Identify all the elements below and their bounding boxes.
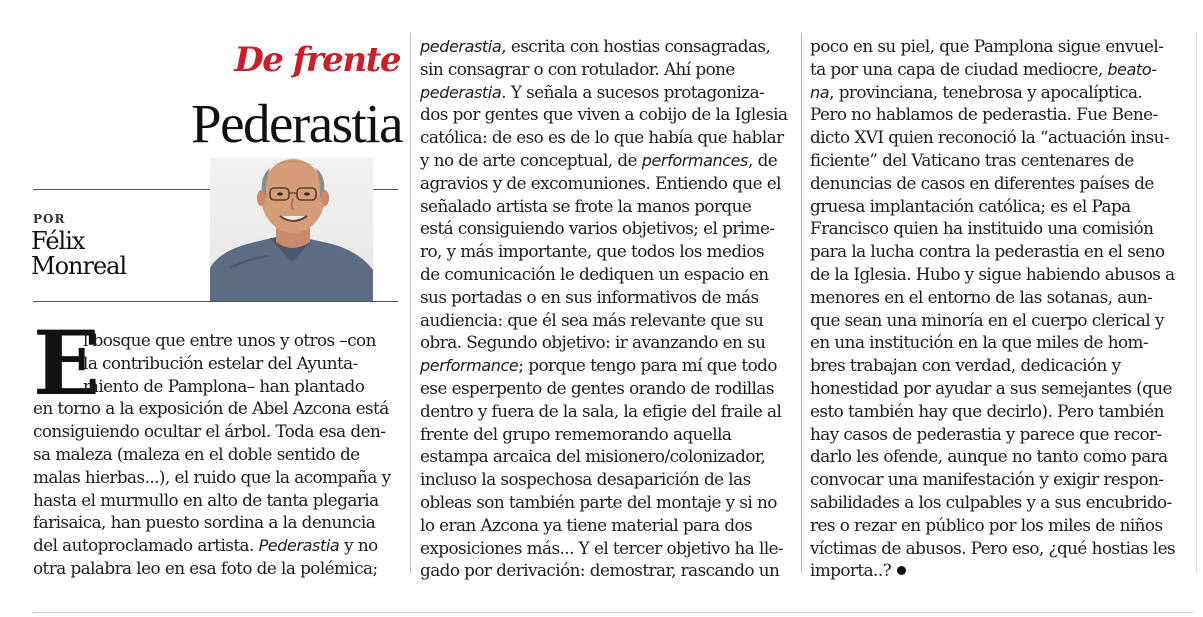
text-line: de comunicación le dediquen un espacio en	[420, 263, 769, 284]
text-line	[33, 534, 401, 557]
text-run: del autoproclamado artista.	[33, 535, 254, 556]
text-run-italic: performance	[420, 356, 519, 376]
headline: Pederastia	[190, 93, 402, 154]
text-line: ficiente” del Vaticano tras centenares de	[810, 149, 1134, 170]
text-line: la contribución estelar del Ayunta-	[83, 352, 358, 373]
text-line: Francisco quien ha instituido una comisión	[810, 218, 1154, 239]
text-run-italic: beato-	[1107, 59, 1157, 79]
text-run: y no de arte conceptual, de	[420, 149, 637, 170]
section-tag: De frente	[234, 40, 400, 80]
text-line: señalado artista se frote la manos porque	[420, 195, 752, 216]
text-line: sus portadas o en sus informativos de más	[420, 286, 759, 307]
text-line: de la Iglesia. Hubo y sigue habiendo abusos a	[810, 263, 1175, 284]
column-divider	[801, 33, 802, 573]
text-run: y no	[344, 535, 378, 556]
text-line: Pero no hablamos de pederastia. Fue Bene-	[810, 104, 1158, 125]
text-line: dos por gentes que viven a cobijo de la Iglesia	[420, 104, 788, 125]
author-photo-illustration	[210, 158, 373, 301]
text-line: res o rezar en público por los miles de niños	[810, 514, 1163, 535]
text-line	[420, 35, 790, 58]
text-line: sa maleza (maleza en el doble sentido de	[33, 443, 360, 464]
text-line	[420, 81, 790, 104]
text-run: , provinciana, tenebrosa y apocalíptica.	[829, 81, 1143, 102]
end-of-article-dot-icon	[897, 566, 906, 575]
text-run-italic: pederastia	[420, 37, 502, 56]
text-run: importa..?	[810, 560, 892, 581]
text-line: víctimas de abusos. Pero eso, ¿qué hostias les	[810, 537, 1176, 558]
text-line: lo eran Azcona ya tiene material para dos	[420, 514, 753, 535]
text-line: está consiguiendo varios objetivos; el prime-	[420, 218, 775, 239]
text-line: esto también hay que decirlo). Pero también	[810, 400, 1164, 421]
text-line: darlo les ofende, aunque no tanto como para	[810, 446, 1168, 467]
text-line: farisaica, han puesto sordina a la denuncia	[33, 512, 376, 533]
article-column-1	[33, 311, 401, 580]
text-run: ; porque tengo para mí que todo	[518, 355, 777, 376]
text-line: exposiciones más... Y el tercer objetivo ha lle-	[420, 537, 784, 558]
text-line: honestidad por ayudar a sus semejantes (que	[810, 377, 1172, 398]
drop-cap: E	[33, 311, 101, 415]
text-line: católica: de eso es de lo que había que hablar	[420, 127, 784, 148]
text-run-italic: na	[810, 82, 830, 102]
text-line: sabilidades a los culpables y a sus encubrido-	[810, 491, 1172, 512]
text-run: . Y señala a sucesos protagoniza-	[501, 81, 765, 102]
text-run: , de	[748, 149, 778, 170]
text-line: audiencia: que él sea más relevante que su	[420, 309, 764, 330]
text-line: sin consagrar o con rotulador. Ahí pone	[420, 58, 735, 79]
text-line: en una institución en la que miles de hom-	[810, 332, 1149, 353]
text-line: l bosque que entre unos y otros –con	[83, 330, 376, 350]
text-line: obra. Segundo objetivo: ir avanzando en su	[420, 332, 766, 353]
text-line: gado por derivación: demostrar, rascando un	[420, 560, 780, 581]
text-line: incluso la sospechosa desaparición de las	[420, 469, 751, 490]
text-line: ro, y más importante, que todos los medios	[420, 241, 764, 262]
text-line	[810, 559, 1190, 582]
bottom-rule	[33, 612, 1193, 613]
text-line	[420, 354, 790, 377]
text-line: poco en su piel, que Pamplona sigue envuel-	[810, 36, 1164, 56]
text-line: agravios y de excomuniones. Entiendo que el	[420, 172, 781, 193]
text-line: otra palabra leo en esa foto de la polémica;	[33, 557, 378, 578]
text-line: frente del grupo rememorando aquella	[420, 423, 732, 444]
text-line: que sean una minoría en el cuerpo clerical y	[810, 309, 1164, 330]
page-edge-rule	[1196, 33, 1197, 573]
text-line: hay casos de pederastia y parece que recor-	[810, 423, 1162, 444]
text-line: ese esperpento de gentes orando de rodillas	[420, 377, 774, 398]
author-name	[31, 229, 191, 279]
text-line: obleas son también parte del montaje y si no	[420, 491, 777, 512]
byline-prefix: POR	[33, 212, 66, 226]
text-line	[810, 58, 1190, 81]
text-line: estampa arcaica del misionero/colonizador,	[420, 446, 766, 467]
author-last-name: Monreal	[31, 252, 127, 280]
text-line	[810, 81, 1190, 104]
text-line: hasta el murmullo en alto de tanta plegaria	[33, 489, 379, 510]
author-photo	[210, 158, 373, 301]
article-column-3	[810, 35, 1190, 582]
column-divider	[410, 33, 411, 573]
article-column-2	[420, 35, 790, 582]
text-line: consiguiendo ocultar el árbol. Toda esa den-	[33, 421, 386, 442]
text-line: dentro y fuera de la sala, la efigie del fraile al	[420, 400, 782, 421]
author-first-name: Félix	[31, 227, 85, 255]
text-line	[420, 149, 790, 172]
text-line: convocar una manifestación y exigir respon-	[810, 469, 1164, 490]
byline-rule-bottom	[33, 301, 398, 302]
text-run-italic: Pederastia	[258, 536, 340, 556]
text-line: malas hierbas...), el ruido que la acompaña y	[33, 466, 391, 487]
text-line: gruesa implantación católica; es el Papa	[810, 195, 1131, 216]
text-run: , escrita con hostias consagradas,	[501, 36, 771, 56]
text-line: para la lucha contra la pederastia en el seno	[810, 241, 1165, 262]
text-run: ta por una capa de ciudad mediocre,	[810, 58, 1103, 79]
text-line: miento de Pamplona– han plantado	[83, 375, 365, 396]
text-run-italic: pederastia	[420, 82, 502, 102]
text-line: denuncias de casos en diferentes países de	[810, 172, 1154, 193]
text-line: bres trabajan con verdad, dedicación y	[810, 355, 1121, 376]
text-line: en torno a la exposición de Abel Azcona está	[33, 398, 389, 419]
text-line: dicto XVI quien reconoció la “actuación insu-	[810, 127, 1170, 148]
text-line: menores en el entorno de las sotanas, aun-	[810, 286, 1153, 307]
text-run-italic: performances	[641, 150, 748, 170]
